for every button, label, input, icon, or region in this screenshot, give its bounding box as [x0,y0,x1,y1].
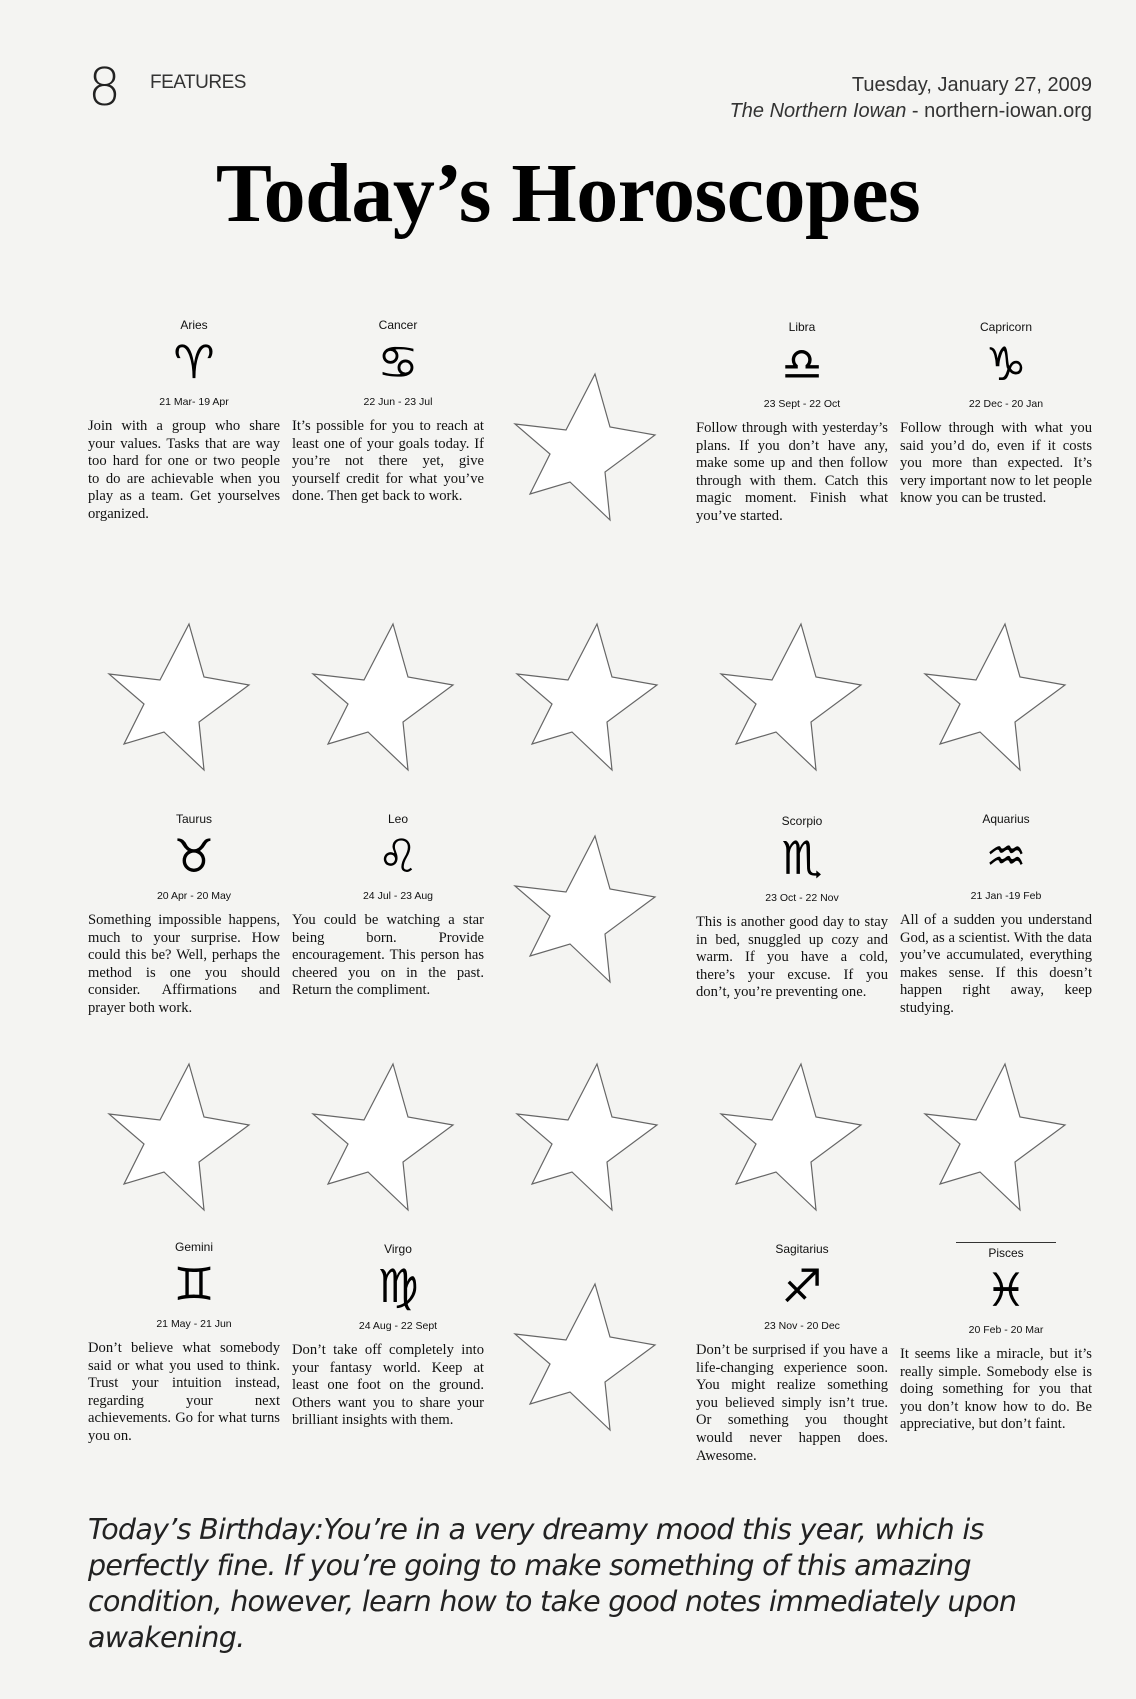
sign-name: Aquarius [982,812,1030,826]
horoscope-capricorn [900,320,1092,508]
sign-dates: 21 Jan -19 Feb [970,890,1042,902]
sign-name: Aries [180,318,208,332]
sign-dates: 23 Oct - 22 Nov [765,892,839,904]
horoscope-leo [292,812,484,1000]
horoscope-aries [88,318,280,524]
sign-dates: 22 Jun - 23 Jul [363,396,433,408]
horoscope-virgo [292,1242,484,1430]
birthday-message: Today’s Birthday:You’re in a very dreamy mood this year, which is perfectly fine. If you’re going to make something of this amazing condition, however, learn how to take good notes immediately upon awakening. [88,1513,1017,1654]
sign-dates: 20 Apr - 20 May [156,890,232,902]
horoscope-scorpio [696,814,888,1002]
page-title: Today’s Horoscopes [215,147,921,240]
issue-date: Tuesday, January 27, 2009 [851,74,1092,96]
virgo-icon: ♍ [377,1259,419,1313]
sign-dates: 24 Aug - 22 Sept [358,1320,438,1332]
divider [956,1242,1056,1243]
star-icon [510,372,660,522]
gemini-icon: ♊ [173,1257,215,1311]
star-icon [920,1062,1070,1212]
sagittarius-icon: ♐ [781,1259,823,1313]
sign-name: Virgo [384,1242,412,1256]
sign-text: Follow through with yesterday’s plans. If you don’t have any, make some up and then follow through with them. Catch this magic moment. Finish what you’ve started. [696,420,888,524]
sign-name: Sagitarius [775,1242,829,1256]
sign-text: Don’t take off completely into your fantasy world. Keep at least one foot on the ground. Others want you to share your brilliant insights with them. [292,1342,484,1429]
website: - northern-iowan.org [906,100,1092,122]
aries-icon: ♈ [173,335,215,389]
star-icon [920,622,1070,772]
sign-text: Something impossible happens, much to your surprise. How could this be? Well, perhaps the method is one you should consider. Affirmations and prayer both work. [88,912,280,1016]
leo-icon: ♌ [377,829,419,883]
dateline [730,72,1092,124]
sign-name: Gemini [174,1240,213,1254]
aquarius-icon: ♒ [985,829,1027,883]
scorpio-icon: ♏ [781,831,823,885]
sign-dates: 22 Dec - 20 Jan [968,398,1044,410]
cancer-icon: ♋ [377,335,419,389]
sign-name: Cancer [378,318,418,332]
taurus-icon: ♉ [173,829,215,883]
sign-text: It seems like a miracle, but it’s really simple. Somebody else is doing something for you that you don’t know how to do. Be appreciative, but don’t faint. [900,1346,1092,1433]
star-icon [512,622,662,772]
sign-name: Scorpio [781,814,823,828]
sign-text: Follow through with what you said you’d do, even if it costs you more than expected. It’s very important now to let people know you can be trusted. [900,420,1092,507]
horoscope-pisces [900,1242,1092,1434]
horoscope-gemini [88,1240,280,1446]
capricorn-icon: ♑ [985,337,1027,391]
sign-dates: 23 Sept - 22 Oct [763,398,841,410]
page-number: 8 [88,58,122,118]
horoscope-cancer [292,318,484,506]
star-icon [716,1062,866,1212]
star-icon [308,1062,458,1212]
sign-text: Don’t be surprised if you have a life-changing experience soon. You might realize something you believed simply isn’t true. Or something you thought would never happen does. Awesome. [696,1342,888,1464]
sign-dates: 23 Nov - 20 Dec [764,1320,840,1332]
pisces-icon: ♓ [985,1263,1027,1317]
sign-text: Don’t believe what somebody said or what you used to think. Trust your intuition instead, regarding your next achievements. Go for what turns you on. [88,1340,280,1444]
horoscope-taurus [88,812,280,1018]
sign-text: Join with a group who share your values. Tasks that are way too hard for one or two people to do are achievable when you play as a team. Get yourselves organized. [88,418,280,522]
horoscope-sagittarius [696,1242,888,1465]
sign-text: It’s possible for you to reach at least one of your goals today. If you’re not there yet, give yourself credit for what you’ve done. Then get back to work. [292,418,484,505]
libra-icon: ♎ [781,337,823,391]
section-label: FEATURES [150,72,246,93]
sign-text: This is another good day to stay in bed, snuggled up cozy and warm. If you have a cold, there’s your excuse. If you don’t, you’re preventing one. [696,914,888,1001]
sign-name: Libra [788,320,816,334]
star-icon [308,622,458,772]
sign-name: Taurus [175,812,213,826]
sign-dates: 24 Jul - 23 Aug [362,890,434,902]
star-icon [104,1062,254,1212]
sign-dates: 21 May - 21 Jun [156,1318,232,1330]
sign-text: All of a sudden you understand God, as a scientist. With the data you’ve accumulated, everything makes sense. If this doesn’t happen right away, keep studying. [900,912,1092,1016]
sign-name: Pisces [988,1246,1024,1260]
star-icon [510,1282,660,1432]
publication [730,98,1092,124]
sign-name: Leo [387,812,409,826]
sign-dates: 20 Feb - 20 Mar [968,1324,1044,1336]
star-icon [716,622,866,772]
star-icon [512,1062,662,1212]
sign-name: Capricorn [979,320,1033,334]
horoscope-aquarius [900,812,1092,1018]
star-icon [510,834,660,984]
star-icon [104,622,254,772]
horoscope-libra [696,320,888,526]
paper-name: The Northern Iowan [729,100,907,122]
sign-text: You could be watching a star being born. Provide encouragement. This person has cheered you on in the past. Return the compliment. [292,912,484,999]
sign-dates: 21 Mar- 19 Apr [159,396,229,408]
